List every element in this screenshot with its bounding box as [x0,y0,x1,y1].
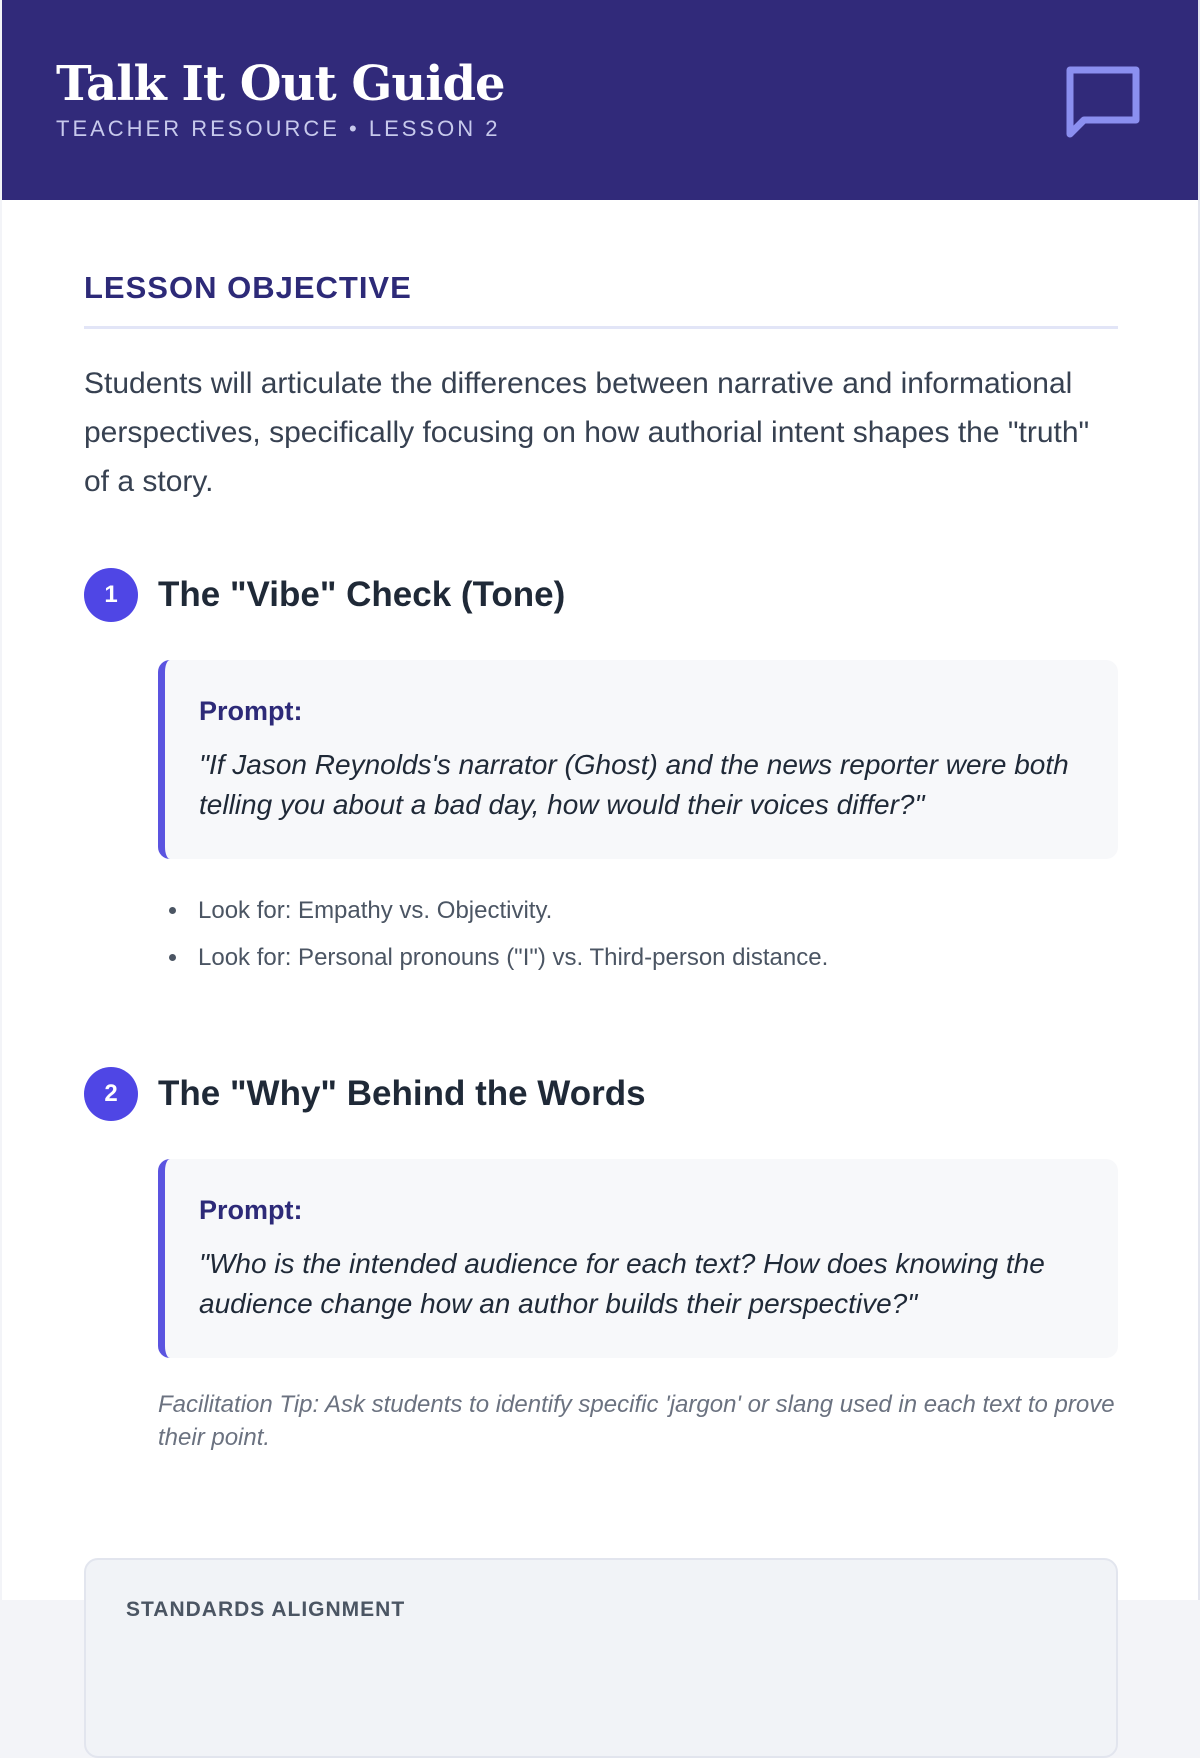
standards-alignment-card [84,1558,1118,1758]
list-item: • Look for: Personal pronouns ("I") vs. Third-person distance. [190,934,1118,981]
prompt-card [158,660,1118,859]
step-why-behind-words [84,1067,1118,1454]
main-content [2,200,1198,1758]
objective-heading: LESSON OBJECTIVE [84,270,1118,329]
prompt-label: Prompt: [199,1195,303,1225]
prompt-label: Prompt: [199,696,303,726]
page-header [2,0,1198,200]
step-number-badge: 2 [84,1067,138,1121]
page-title: Talk It Out Guide [56,56,505,112]
prompt-text: "Who is the intended audience for each text? How does knowing the audience change how an author builds their perspective?" [199,1248,1045,1319]
step-number-badge: 1 [84,568,138,622]
prompt-card [158,1159,1118,1358]
chat-bubble-icon[interactable] [1064,64,1142,138]
step-title: The "Why" Behind the Words [158,1074,646,1113]
guide-page [2,0,1200,1621]
step-vibe-check [84,568,1118,981]
look-for-list [190,887,1118,981]
prompt-text: "If Jason Reynolds's narrator (Ghost) and the news reporter were both telling you about a bad day, how would their voices differ?" [199,749,1069,820]
page-subtitle: TEACHER RESOURCE • LESSON 2 [56,116,501,141]
standards-label: STANDARDS ALIGNMENT [126,1598,406,1621]
list-item: • Look for: Empathy vs. Objectivity. [190,887,1118,934]
lesson-objective-section [84,270,1118,506]
facilitation-tip: Facilitation Tip: Ask students to identify specific 'jargon' or slang used in each text to prove their point. [158,1391,1115,1451]
step-title: The "Vibe" Check (Tone) [158,575,566,614]
step-header [84,1067,1118,1121]
objective-text: Students will articulate the differences between narrative and informational perspectives, specifically focusing on how authorial intent shapes the "truth" of a story. [84,367,1090,498]
step-header [84,568,1118,622]
